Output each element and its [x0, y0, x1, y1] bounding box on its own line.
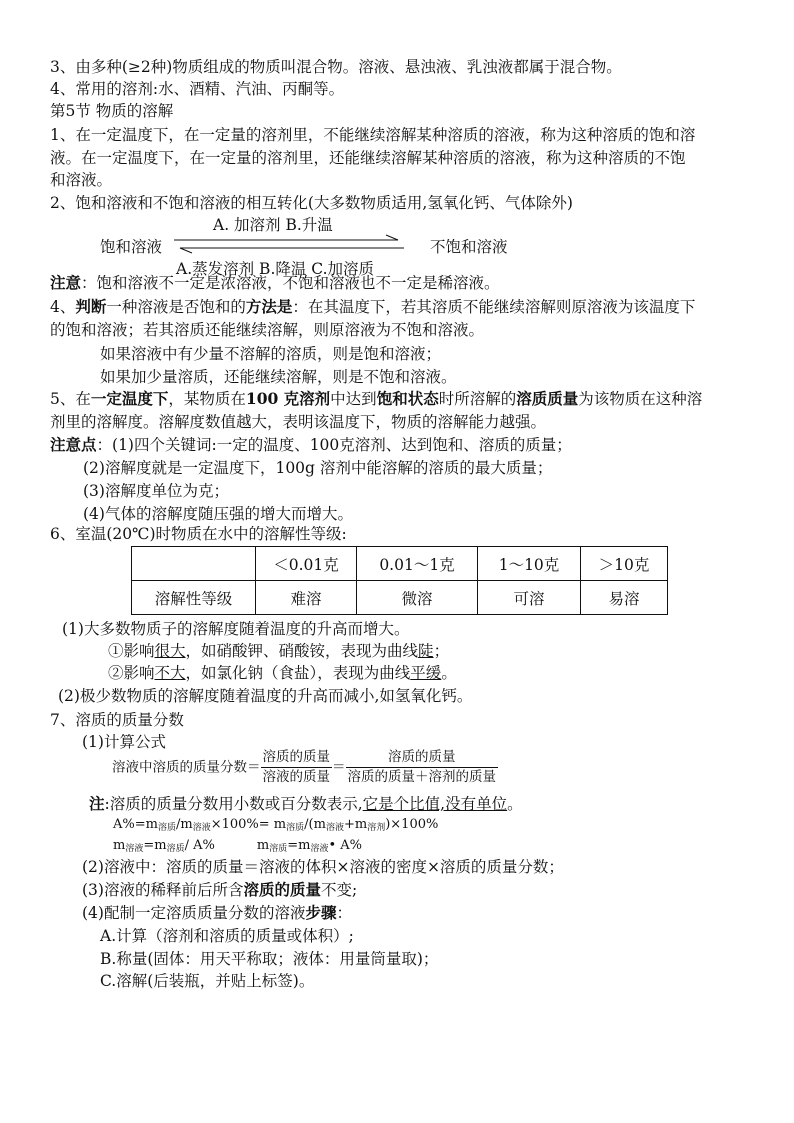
- f1-e: +m: [343, 817, 368, 832]
- arrow-right: [174, 235, 398, 240]
- fraction-1-denominator: 溶液的质量: [262, 769, 330, 785]
- table-cell: 难溶: [256, 581, 357, 615]
- temp-a-pre: ①影响: [108, 642, 155, 660]
- table-cell: [132, 547, 256, 581]
- table-header-row: [132, 547, 668, 581]
- sol-p5: 为该物质在这种溶: [578, 390, 703, 408]
- temp-b-u1: 不大: [154, 664, 186, 682]
- sol-k3: 饱和状态: [376, 389, 439, 408]
- conversion-bottom-label: A.蒸发溶剂 B.降温 C.加溶质: [176, 260, 375, 278]
- sub-solute: 溶质: [286, 823, 305, 833]
- fraction-1: [261, 749, 333, 786]
- f1-d: /(m: [304, 817, 326, 832]
- points-line-1: [50, 434, 572, 456]
- sub-solution: 溶液: [125, 844, 144, 854]
- f1-a: A%=m: [113, 817, 158, 832]
- points-line-3: (3)溶解度单位为克；: [83, 482, 229, 500]
- sol-p4: 时所溶解的: [438, 390, 517, 408]
- s3-b: 不变;: [320, 881, 358, 899]
- step-2: (2)溶液中：溶质的质量＝溶液的体积×溶液的密度×溶质的质量分数；: [82, 858, 564, 876]
- temp-b-u2: 平缓: [410, 664, 442, 682]
- f1-f: )×100%: [385, 817, 439, 832]
- sub-solution: 溶液: [192, 823, 211, 833]
- sol-p3: 中达到: [330, 390, 377, 408]
- table-cell: 0.01～1克: [357, 547, 478, 581]
- solubility-line-1: [50, 388, 702, 410]
- mass-fraction-title: 7、溶质的质量分数: [50, 711, 184, 729]
- sub-solution: 溶液: [310, 844, 329, 854]
- sub-solvent: 溶剂: [367, 823, 386, 833]
- grade-title: 6、室温(20℃)时物质在水中的溶解性等级:: [50, 525, 347, 543]
- sol-p1: 5、在: [50, 390, 91, 408]
- points-line-2: (2)溶解度就是一定温度下，100g 溶剂中能溶解的溶质的最大质量；: [83, 459, 553, 477]
- note-label: 注意: [50, 273, 82, 292]
- f2-c: / A%: [184, 838, 215, 853]
- mass-fraction-note: [89, 793, 523, 815]
- conversion-top-label: A. 加溶剂 B.升温: [213, 216, 333, 234]
- temp-b-pre: ②影响: [108, 664, 155, 682]
- sol-p2: ，某物质在: [168, 390, 246, 408]
- calc-formula-title: (1)计算公式: [82, 733, 166, 751]
- temp-a-mid: ，如硝酸钾、硝酸铵，表现为曲线: [185, 642, 419, 660]
- f2-d: m: [256, 838, 270, 853]
- judge-p1: 4、: [50, 298, 76, 316]
- step-3: [82, 879, 357, 901]
- saturation-def-line-1: 1、在一定温度下，在一定量的溶剂里，不能继续溶解某种溶质的溶液，称为这种溶质的饱和溶: [50, 126, 696, 144]
- judge-line-2: 的饱和溶液；若其溶质还能继续溶解，则原溶液为不饱和溶液。: [50, 321, 485, 339]
- s4-a: (4)配制一定溶质质量分数的溶液: [82, 904, 306, 922]
- mf-note-text: :溶质的质量分数用小数或百分数表示,: [104, 795, 363, 813]
- table-row: [132, 581, 668, 615]
- judge-line-3: 如果溶液中有少量不溶解的溶质，则是饱和溶液；: [100, 345, 442, 363]
- mf-note-underlined: 它是个比值,没有单位: [362, 795, 508, 813]
- judge-p3: ：在其温度下，若其溶质不能继续溶解则原溶液为该温度下: [292, 298, 696, 316]
- step-4: [82, 902, 352, 924]
- temp-line-2: (2)极少数物质的溶解度随着温度的升高而减小,如氢氧化钙。: [58, 687, 473, 705]
- s3-k: 溶质的质量: [243, 880, 321, 899]
- judge-p2: 一种溶液是否饱和的: [106, 298, 246, 316]
- fraction-2-numerator: 溶质的质量: [346, 749, 499, 768]
- sol-k2: 100 克溶剂: [245, 389, 331, 408]
- note-saturation: [50, 272, 500, 294]
- judge-k1: 判断: [75, 297, 107, 316]
- s3-a: (3)溶液的稀释前后所含: [82, 881, 244, 899]
- judge-line-4: 如果加少量溶质，还能继续溶解，则是不饱和溶液。: [100, 368, 457, 386]
- solubility-grade-table: [131, 546, 668, 615]
- f1-c: ×100%= m: [210, 817, 287, 832]
- points-label: 注意点: [50, 435, 97, 454]
- f2-b: =m: [143, 838, 167, 853]
- table-cell: 溶解性等级: [132, 581, 256, 615]
- points-p1: ：(1)四个关键词:一定的温度、100克溶剂、达到饱和、溶质的质量；: [96, 436, 572, 454]
- sub-solute: 溶质: [269, 844, 288, 854]
- sub-solution: 溶液: [325, 823, 344, 833]
- sub-solute: 溶质: [166, 844, 185, 854]
- step-c: C.溶解(后装瓶，并贴上标签)。: [100, 972, 315, 990]
- formula-lhs: 溶液中溶质的质量分数＝: [112, 759, 261, 776]
- f2-e: =m: [287, 838, 311, 853]
- s4-k: 步骤: [305, 903, 337, 922]
- judge-line-1: [50, 296, 695, 318]
- mf-note-label: 注: [89, 794, 105, 813]
- line-solvents: 4、常用的溶剂:水、酒精、汽油、丙酮等。: [50, 80, 345, 98]
- temp-a-end: ；: [433, 642, 450, 660]
- temp-a-u2: 陡: [418, 642, 434, 660]
- s4-b: ：: [336, 904, 352, 922]
- conversion-left: 饱和溶液: [100, 238, 163, 256]
- saturation-def-line-2: 液。在一定温度下，在一定量的溶剂里，还能继续溶解某种溶质的溶液，称为这种溶质的不饱: [50, 149, 686, 167]
- temp-line-1: (1)大多数物质子的溶解度随着温度的升高而增大。: [62, 620, 410, 638]
- table-cell: ＞10克: [581, 547, 668, 581]
- fraction-2-denominator: 溶质的质量＋溶剂的质量: [347, 769, 496, 785]
- conversion-title: 2、饱和溶液和不饱和溶液的相互转化(大多数物质适用,氢氧化钙、气体除外): [50, 194, 573, 212]
- f2-f: • A%: [328, 838, 362, 853]
- f1-b: /m: [175, 817, 193, 832]
- table-cell: 微溶: [357, 581, 478, 615]
- step-a: A.计算（溶剂和溶质的质量或体积）;: [100, 927, 354, 945]
- fraction-2: [346, 749, 499, 786]
- fraction-1-numerator: 溶质的质量: [261, 749, 333, 768]
- saturation-def-line-3: 和溶液。: [50, 171, 113, 189]
- temp-b-end: 。: [441, 664, 457, 682]
- points-line-4: (4)气体的溶解度随压强的增大而增大。: [83, 505, 353, 523]
- table-cell: 可溶: [478, 581, 581, 615]
- section-title: 第5节 物质的溶解: [50, 102, 174, 120]
- formula-equals: ＝: [332, 759, 346, 776]
- temp-line-b: [108, 662, 457, 684]
- sub-solute: 溶质: [157, 823, 176, 833]
- sol-k1: 一定温度下: [90, 389, 169, 408]
- line-mixture: 3、由多种(≥2种)物质组成的物质叫混合物。溶液、悬浊液、乳浊液都属于混合物。: [50, 58, 622, 76]
- mf-note-end: 。: [507, 795, 523, 813]
- temp-line-a: [108, 640, 449, 662]
- mass-fraction-formula: [112, 749, 498, 786]
- temp-b-mid: ，如氯化钠（食盐），表现为曲线: [185, 664, 411, 682]
- f2-a: m: [113, 838, 126, 853]
- step-b: B.称量(固体：用天平称取；液体：用量筒量取)；: [100, 950, 439, 968]
- conversion-right: 不饱和溶液: [430, 238, 508, 256]
- table-cell: 易溶: [581, 581, 668, 615]
- table-cell: ＜0.01克: [256, 547, 357, 581]
- conversion-arrows: [174, 234, 406, 256]
- sol-k4: 溶质质量: [516, 389, 579, 408]
- table-cell: 1～10克: [478, 547, 581, 581]
- temp-a-u1: 很大: [154, 642, 186, 660]
- arrow-left: [180, 248, 404, 253]
- note-text: ：饱和溶液不一定是浓溶液，不饱和溶液也不一定是稀溶液。: [81, 274, 500, 292]
- judge-k2: 方法是: [245, 297, 293, 316]
- solubility-line-2: 剂里的溶解度。溶解度数值越大，表明该温度下，物质的溶解能力越强。: [50, 413, 547, 431]
